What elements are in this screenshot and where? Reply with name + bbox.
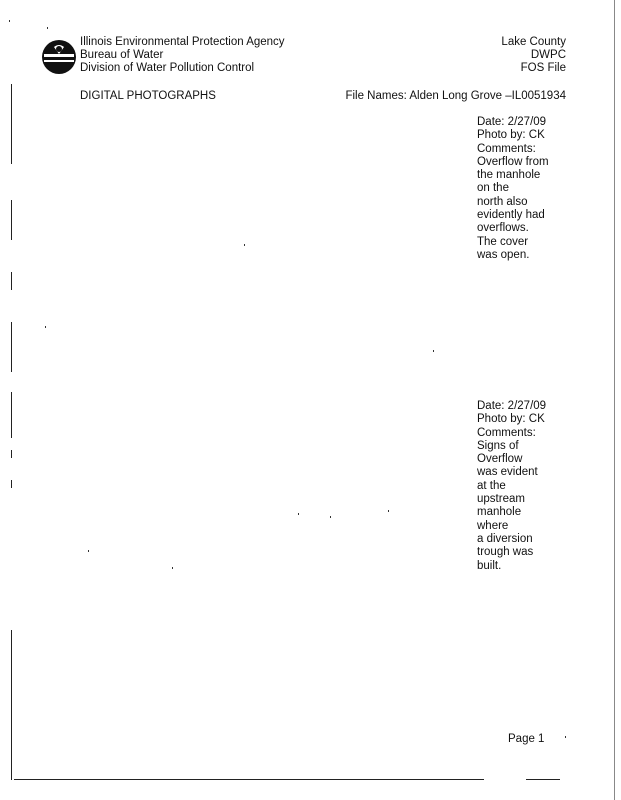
scan-speck bbox=[9, 20, 10, 22]
caption-line: was evident bbox=[477, 466, 538, 479]
scan-edge-line bbox=[11, 392, 12, 438]
caption-line: Overflow bbox=[477, 453, 523, 466]
caption-line: The cover bbox=[477, 235, 529, 248]
scan-bottom-line bbox=[526, 779, 560, 780]
scan-edge-line bbox=[11, 200, 12, 240]
scan-speck bbox=[47, 27, 48, 29]
file-type: FOS File bbox=[520, 62, 566, 74]
page-number: Page 1 bbox=[508, 733, 545, 745]
scan-speck bbox=[330, 516, 331, 518]
caption-line: Comments: bbox=[477, 142, 536, 155]
caption-line: north also bbox=[477, 195, 528, 208]
caption-line: was open. bbox=[477, 248, 530, 261]
file-names: File Names: Alden Long Grove –IL0051934 bbox=[345, 90, 566, 102]
caption-line: overflows. bbox=[477, 222, 529, 235]
scan-edge-line bbox=[614, 0, 615, 800]
caption-line: evidently had bbox=[477, 209, 545, 222]
caption-line: where bbox=[477, 519, 509, 532]
caption-line: Photo by: CK bbox=[477, 413, 545, 426]
scan-edge-line bbox=[11, 630, 12, 780]
caption-line: trough was bbox=[477, 546, 534, 559]
caption-line: Date: 2/27/09 bbox=[477, 116, 547, 128]
agency-name: Illinois Environmental Protection Agency bbox=[80, 36, 285, 48]
caption-line: Signs of bbox=[477, 439, 519, 452]
scan-speck bbox=[45, 326, 46, 328]
county-name: Lake County bbox=[501, 36, 566, 48]
scan-edge-line bbox=[11, 84, 12, 164]
agency-header bbox=[80, 36, 285, 75]
illinois-epa-logo-icon bbox=[41, 39, 77, 75]
scan-speck bbox=[88, 550, 89, 552]
scan-speck bbox=[172, 567, 173, 569]
scan-edge-line bbox=[11, 480, 12, 488]
caption-line: the manhole bbox=[477, 169, 541, 182]
county-header bbox=[420, 36, 566, 75]
scan-speck bbox=[433, 350, 434, 352]
bureau-name: Bureau of Water bbox=[80, 49, 164, 61]
scan-edge-line bbox=[11, 322, 12, 372]
scan-speck bbox=[388, 510, 389, 512]
division-name: Division of Water Pollution Control bbox=[80, 62, 255, 74]
caption-line: a diversion bbox=[477, 532, 533, 545]
caption-line: upstream bbox=[477, 493, 525, 506]
scan-edge-line bbox=[11, 450, 12, 458]
photo-caption-1 bbox=[477, 116, 567, 262]
scan-speck bbox=[565, 736, 566, 738]
caption-line: Comments: bbox=[477, 426, 536, 439]
division-code: DWPC bbox=[530, 49, 566, 61]
caption-line: manhole bbox=[477, 506, 522, 519]
scan-edge-line bbox=[11, 272, 12, 290]
caption-line: on the bbox=[477, 182, 509, 195]
caption-line: at the bbox=[477, 479, 506, 492]
scan-speck bbox=[244, 244, 245, 246]
caption-line: Date: 2/27/09 bbox=[477, 400, 547, 412]
caption-line: Overflow from bbox=[477, 155, 549, 168]
caption-line: built. bbox=[477, 559, 502, 572]
caption-line: Photo by: CK bbox=[477, 129, 545, 142]
section-title: DIGITAL PHOTOGRAPHS bbox=[80, 90, 216, 102]
scan-bottom-line bbox=[14, 779, 484, 780]
scan-speck bbox=[298, 513, 299, 515]
photo-caption-2 bbox=[477, 400, 567, 573]
